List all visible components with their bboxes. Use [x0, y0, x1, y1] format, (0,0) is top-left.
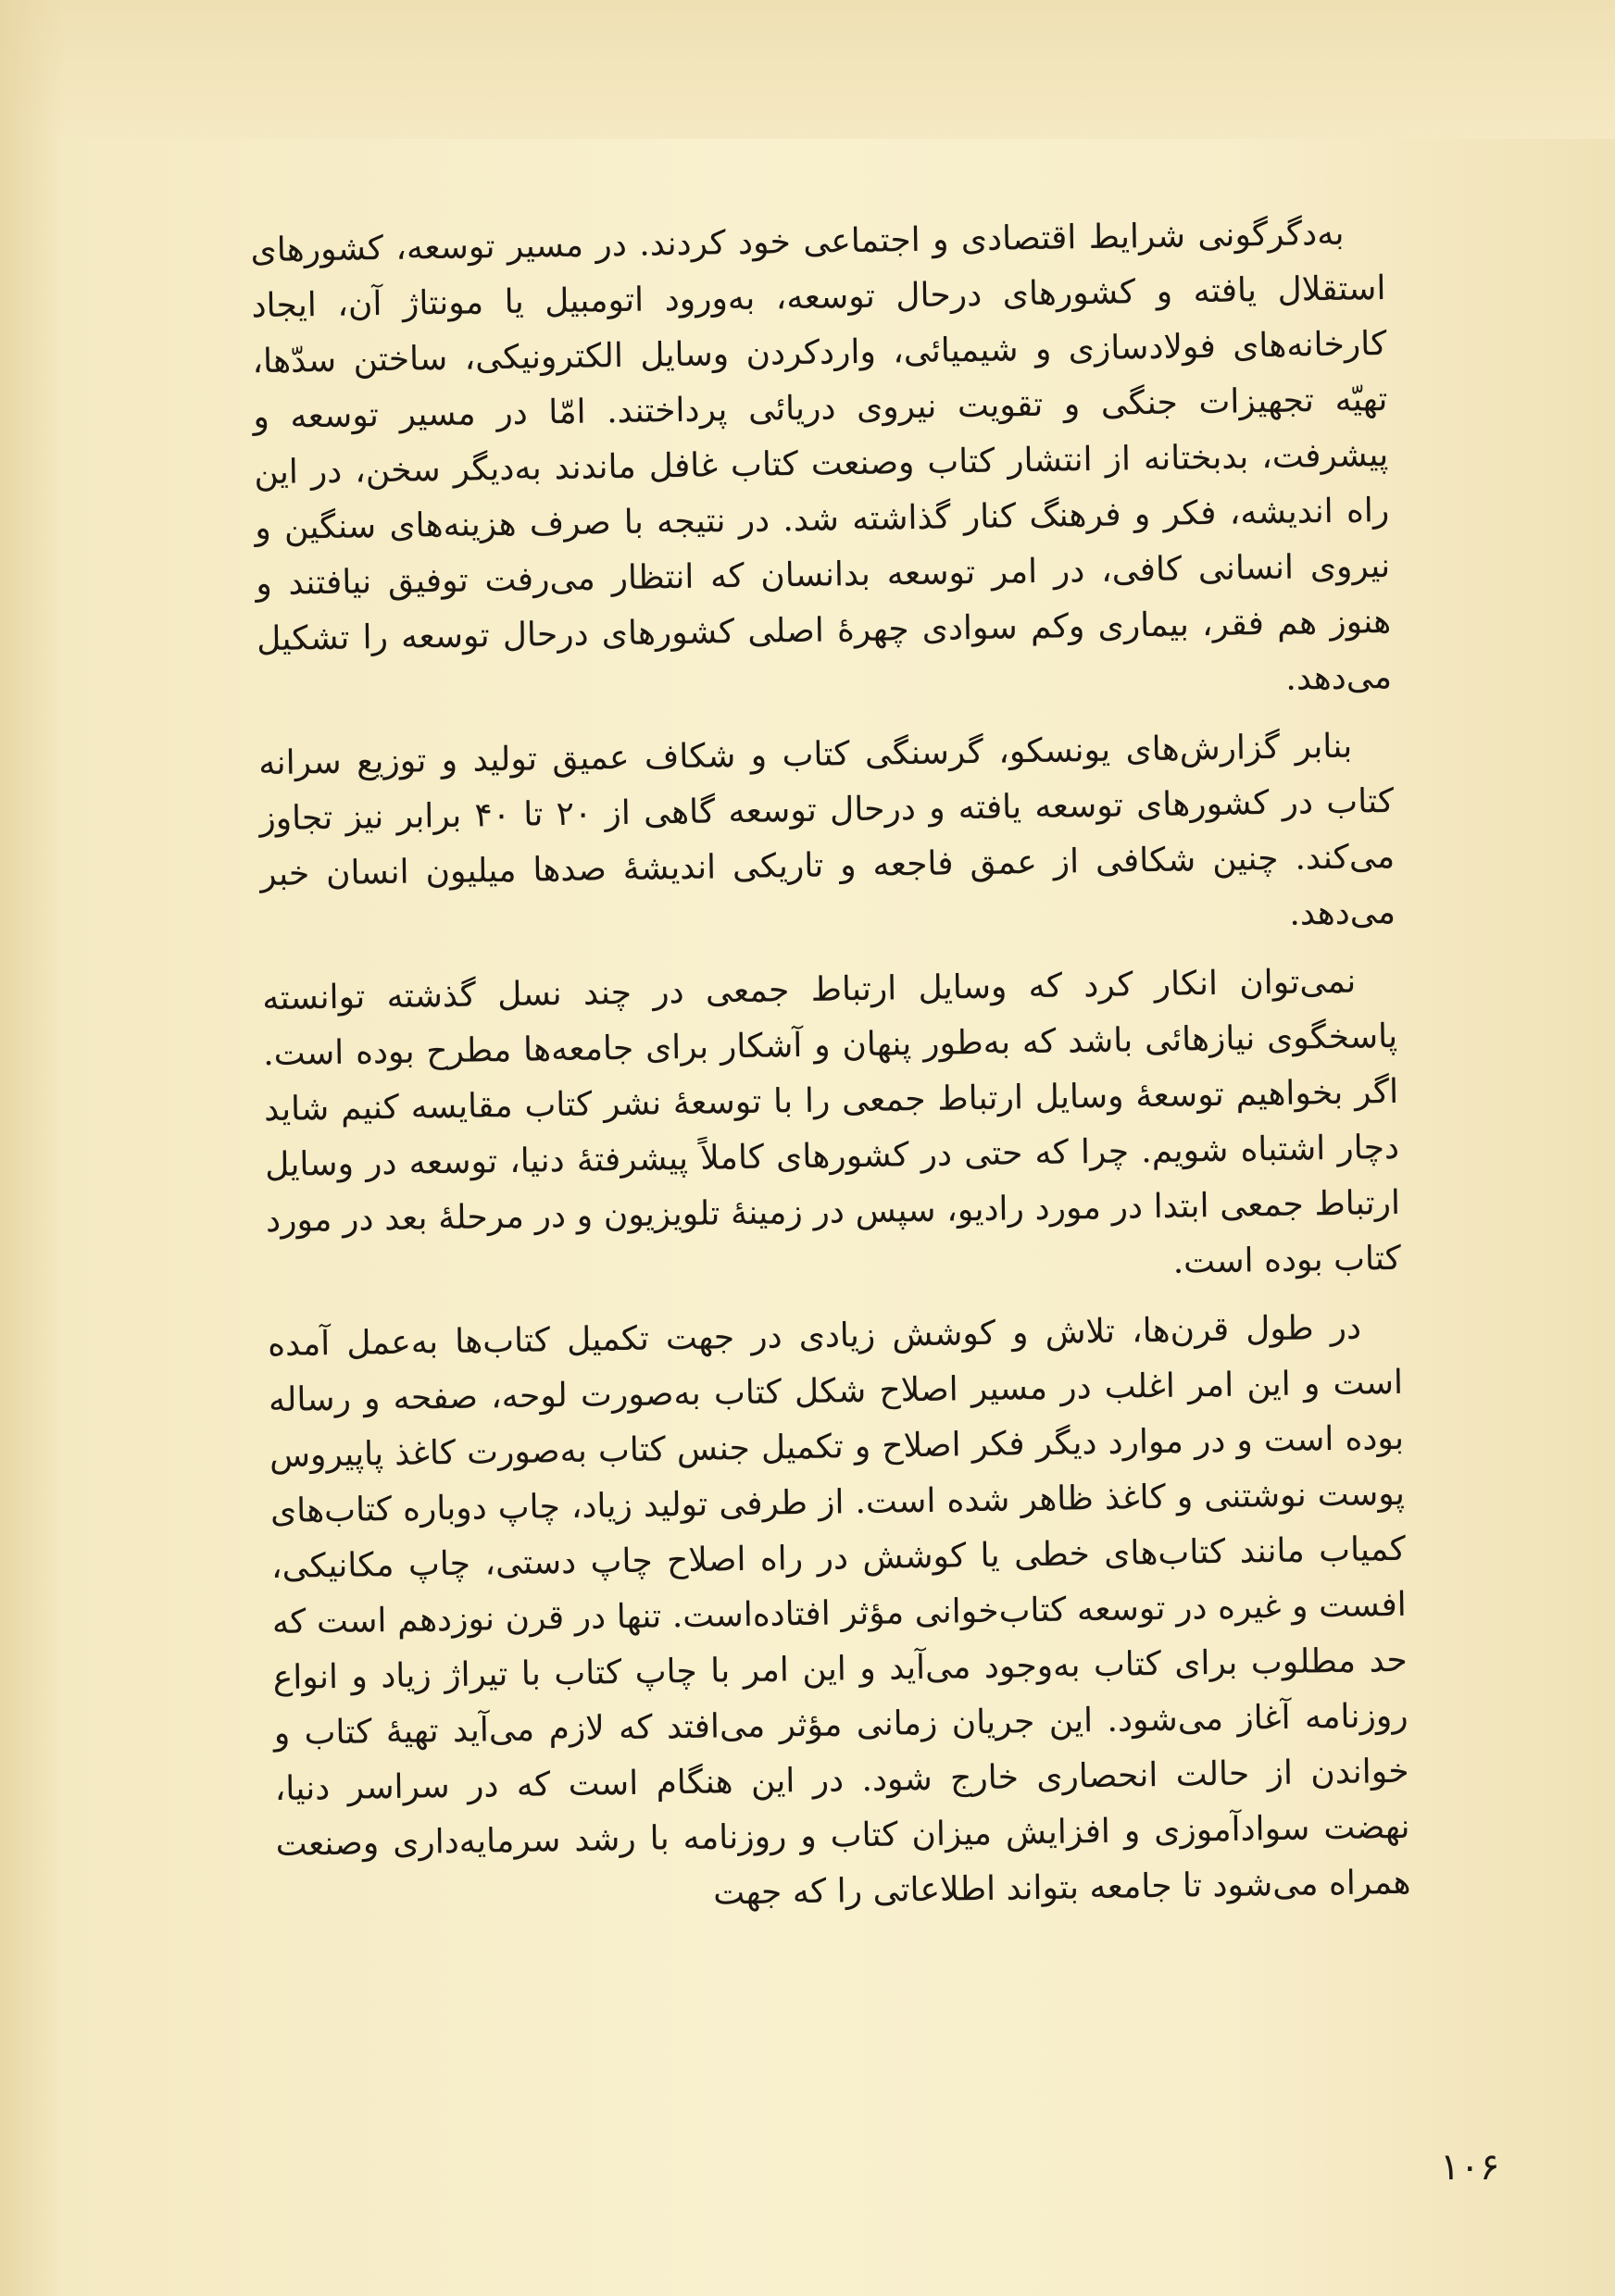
paragraph-4: در طول قرن‌ها، تلاش و کوشش زیادی در جهت تکمیل کتاب‌ها به‌عمل آمده است و این امر اغلب در مسیر اصلاح شکل کتاب به‌صورت لوحه، صفحه و رساله بوده است و در موارد دیگر فکر اصلاح و تکمیل جنس کتاب به‌صورت کاغذ پاپیروس پوست نوشتنی و کاغذ ظاهر شده است. از طرفی تولید زیاد، چاپ دوباره کتاب‌های کمیاب مانند کتاب‌های خطی یا کوشش در راه اصلاح چاپ دستی، چاپ مکانیکی، افست و غیره در توسعه کتاب‌خوانی مؤثر افتاده‌است. تنها در قرن نوزدهم است که حد مطلوب برای کتاب به‌وجود می‌آید و این امر با چاپ کتاب با تیراژ زیاد و انواع روزنامه آغاز می‌شود. این جریان زمانی مؤثر می‌افتد که لازم می‌آید تهیهٔ کتاب و خواندن از حالت انحصاری خارج شود. در این هنگام است که در سراسر دنیا، نهضت سوادآموزی و افزایش میزان کتاب و روزنامه با رشد سرمایه‌داری وصنعت همراه می‌شود تا جامعه بتواند اطلاعاتی را که جهت	[267, 1308, 1411, 1913]
body-text	[250, 206, 1411, 1941]
page-number: ۱۰۶	[1440, 2146, 1500, 2189]
page-binding-shade	[0, 0, 65, 2296]
paragraph-1: به‌دگرگونی شرایط اقتصادی و اجتماعی خود کردند. در مسیر توسعه، کشورهای استقلال یافته و کشورهای درحال توسعه، به‌ورود اتومبیل یا مونتاژ آن، ایجاد کارخانه‌های فولادسازی و شیمیائی، واردکردن وسایل الکترونیکی، ساختن سدّها، تهیّه تجهیزات جنگی و تقویت نیروی دریائی پرداختند. امّا در مسیر توسعه و پیشرفت، بدبختانه از انتشار کتاب وصنعت کتاب غافل ماندند به‌دیگر سخن، در این راه اندیشه، فکر و فرهنگ کنار گذاشته شد. در نتیجه با صرف هزینه‌های سنگین و نیروی انسانی کافی، در امر توسعه بدانسان که انتظار می‌رفت توفیق نیافتند و هنوز هم فقر، بیماری وکم سوادی چهرهٔ اصلی کشورهای درحال توسعه را تشکیل می‌دهد.	[250, 214, 1393, 698]
paragraph-3: نمی‌توان انکار کرد که وسایل ارتباط جمعی در چند نسل گذشته توانسته پاسخگوی نیازهائی باشد که به‌طور پنهان و آشکار برای جامعه‌ها مطرح بوده است. اگر بخواهیم توسعهٔ وسایل ارتباط جمعی را با توسعهٔ نشر کتاب مقایسه کنیم شاید دچار اشتباه شویم. چرا که حتی در کشورهای کاملاً پیشرفتهٔ دنیا، توسعه در وسایل ارتباط جمعی ابتدا در مورد رادیو، سپس در زمینهٔ تلویزیون و در مرحلهٔ بعد در مورد کتاب بوده است.	[261, 962, 1402, 1281]
paragraph-2: بنابر گزارش‌های یونسکو، گرسنگی کتاب و شکاف عمیق تولید و توزیع سرانه کتاب در کشورهای توسعه یافته و درحال توسعه گاهی از ۲۰ تا ۴۰ برابر نیز تجاوز می‌کند. چنین شکافی از عمق فاجعه و تاریکی اندیشهٔ صدها میلیون انسان خبر می‌دهد.	[257, 727, 1396, 933]
page-top-band	[0, 0, 1615, 139]
